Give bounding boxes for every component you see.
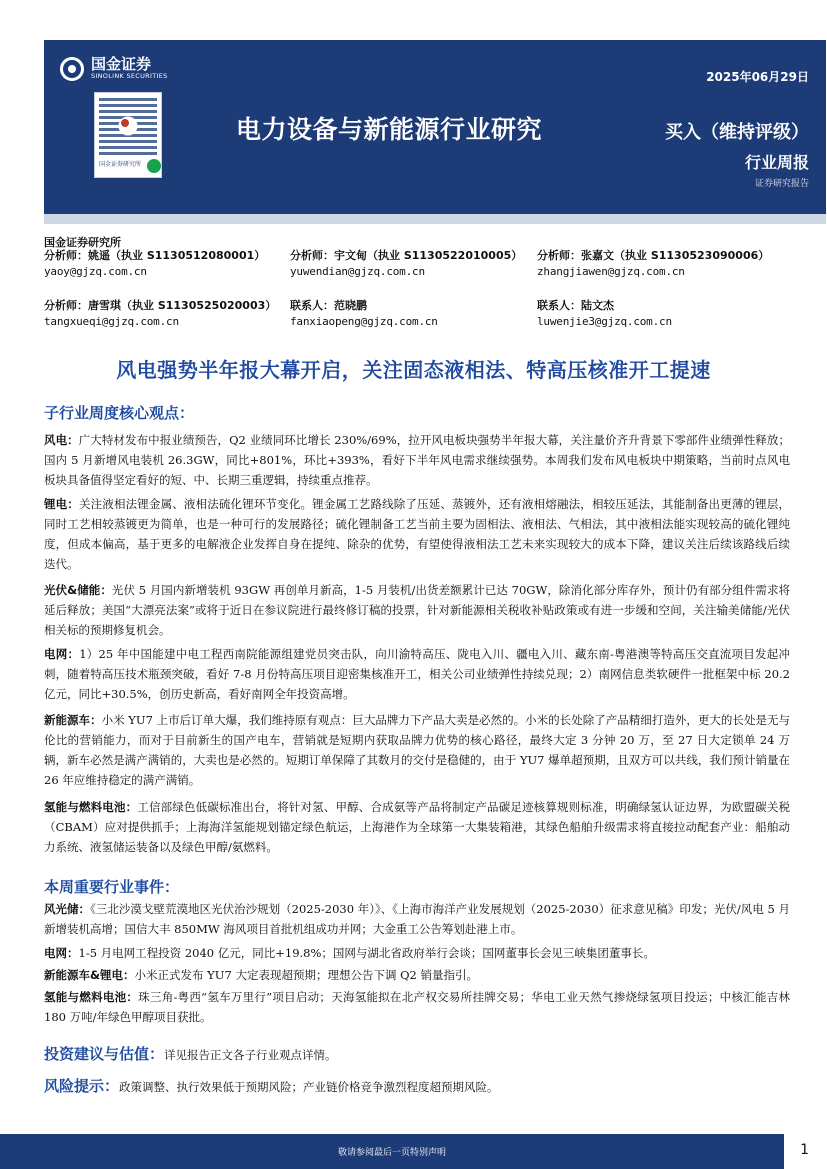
event-label: 电网： <box>44 946 79 960</box>
analyst-email[interactable]: yuwendian@gjzq.com.cn <box>290 265 425 278</box>
paragraph-label: 氢能与燃料电池： <box>44 800 138 814</box>
paragraph-hydrogen <box>44 797 790 857</box>
report-type: 行业周报 <box>744 153 809 172</box>
paragraph-label: 电网： <box>44 647 80 661</box>
paragraph-wind <box>44 430 790 490</box>
section-heading-risk: 风险提示： <box>44 1077 120 1095</box>
logo-cn: 国金证券 <box>91 55 152 73</box>
analyst-name: 分析师：姚遥（执业 S1130512080001） <box>44 249 266 262</box>
event-text: 小米正式发布 YU7 大定表现超预期；理想公告下调 Q2 销量指引。 <box>134 968 478 982</box>
footer-disclaimer: 敬请参阅最后一页特别声明 <box>337 1148 446 1158</box>
risk-text: 政策调整、执行效果低于预期风险；产业链价格竞争激烈程度超预期风险。 <box>119 1080 499 1094</box>
analyst-email[interactable]: yaoy@gjzq.com.cn <box>44 265 147 278</box>
section-heading-core-views: 子行业周度核心观点： <box>44 404 195 422</box>
logo-icon <box>60 57 84 81</box>
paragraph-pv-storage <box>44 580 790 640</box>
report-title: 电力设备与新能源行业研究 <box>236 115 543 144</box>
analyst-email[interactable]: zhangjiawen@gjzq.com.cn <box>537 265 685 278</box>
analyst-card <box>290 248 522 280</box>
contact-name: 联系人：范晓鹏 <box>290 299 367 312</box>
paragraph-lithium <box>44 494 790 574</box>
page-number: 1 <box>800 1142 809 1158</box>
paragraph-text: 广大特材发布中报业绩预告，Q2 业绩同环比增长 230%/69%，拉开风电板块强势半年报大幕，关注量价齐升背景下零部件业绩弹性释放；国内 5 月新增风电装机 26.3GW，同比+801%，环比+393%，看好下半年风电需求继续强势。本周我们发布风电板块中期策略，当前时点风电板块具备值得坚定看好的短、中、长期三重逻辑，持续重点推荐。 <box>44 433 790 487</box>
qr-caption: 国金证券研究所 <box>99 161 142 168</box>
section-risk <box>44 1075 499 1096</box>
report-subtype: 证券研究报告 <box>754 179 809 189</box>
paragraph-text: 工信部绿色低碳标准出台，将针对氢、甲醇、合成氨等产品将制定产品碳足迹核算规则标准，明确绿氢认证边界，为欧盟碳关税（CBAM）应对提供抓手；上海海洋氢能规划锚定绿色航运，上海港作为全球第一大集装箱港，其绿色船舶升级需求将直接拉动配套产业：船舶动力系统、液氢储运装备以及绿色甲醇/氨燃料。 <box>44 800 791 854</box>
analyst-card <box>44 248 265 280</box>
event-label: 风光储： <box>44 902 91 916</box>
section-investment <box>44 1043 337 1064</box>
event-label: 新能源车&锂电： <box>44 968 135 982</box>
paragraph-label: 风电： <box>44 433 79 447</box>
logo-en: SINOLINK SECURITIES <box>91 72 168 80</box>
main-title: 风电强势半年报大幕开启，关注固态液相法、特高压核准开工提速 <box>116 358 711 382</box>
paragraph-grid <box>44 644 790 704</box>
event-wind-solar-storage <box>44 899 790 939</box>
paragraph-nev <box>44 710 790 790</box>
section-heading-events: 本周重要行业事件： <box>44 878 180 896</box>
report-date: 2025年06月29日 <box>706 70 809 84</box>
company-logo <box>60 56 168 81</box>
section-heading-investment: 投资建议与估值： <box>44 1045 165 1063</box>
contact-email[interactable]: luwenjie3@gjzq.com.cn <box>537 315 672 328</box>
qr-code <box>94 92 162 178</box>
paragraph-text: 光伏 5 月国内新增装机 93GW 再创单月新高，1-5 月装机/出货差额累计已达 70GW，除消化部分库存外，预计仍有部分组件需求将延后释放；美国“大漂亮法案”或将于近日在参议院进行最终修订稿的投票，针对新能源相关税收补贴政策或有进一步缓和空间，关注输美储能/光伏相关标的预期修复机会。 <box>44 583 791 637</box>
analyst-name: 分析师：张嘉文（执业 S1130523090006） <box>537 249 770 262</box>
paragraph-text: 关注液相法锂金属、液相法硫化锂环节变化。锂金属工艺路线除了压延、蒸镀外，还有液相熔融法，相较压延法，其能制备出更薄的锂层，同时工艺相较蒸镀更为简单，也是一种可行的发展路径；硫化锂制备工艺当前主要为固相法、液相法、气相法，其中液相法能实现较高的硫化锂纯度，但成本偏高，基于更多的电解液企业发挥自身在提纯、除杂的优势，有望使得液相法工艺未来实现较大的成本下降，建议关注后续该路线后续迭代。 <box>44 497 791 571</box>
qr-pattern <box>99 97 157 155</box>
contact-name: 联系人：陆文杰 <box>537 299 614 312</box>
contact-email[interactable]: fanxiaopeng@gjzq.com.cn <box>290 315 438 328</box>
paragraph-label: 光伏&储能： <box>44 583 112 597</box>
wechat-icon <box>147 159 161 173</box>
qr-center-icon <box>121 119 129 127</box>
contact-card <box>290 298 438 330</box>
analyst-card <box>537 248 769 280</box>
event-grid <box>44 943 790 963</box>
paragraph-text: 1）25 年中国能建中电工程西南院能源组建党员突击队，向川渝特高压、陇电入川、疆电入川、藏东南-粤港澳等特高压交直流项目发起冲刺，随着特高压技术瓶颈突破，看好 7-8 月份特高压项目迎密集核准开工，相关公司业绩弹性持续兑现；2）南网信息类软硬件一批框架中标 20.2 亿元，同比+30.5%，创历史新高，看好南网全年投资高增。 <box>44 647 791 701</box>
paragraph-text: 小米 YU7 上市后订单大爆，我们维持原有观点：巨大品牌力下产品大卖是必然的。小米的长处除了产品精细打造外，更大的长处是无与伦比的营销能力，而对于目前新生的国产电车，营销就是短期内获取品牌力优势的核心路径，最终大定 3 分钟 20 万，至 27 日大定锁单 24 万辆，新车必然是满产满销的，大卖也是必然的。短期订单保障了其数月的交付是稳健的，由于 YU7 爆单超预期，且双方可以共线，我们预计销量在 26 年应维持稳定的满产满销。 <box>44 713 791 787</box>
event-text: 珠三角-粤西“氢车万里行”项目启动；天海氢能拟在北产权交易所挂牌交易；华电工业天然气掺烧绿氢项目投运；中核汇能吉林 180 万吨/年绿色甲醇项目获批。 <box>44 990 790 1024</box>
paragraph-label: 新能源车： <box>44 713 102 727</box>
analyst-card <box>44 298 276 330</box>
event-text: 《三北沙漠戈壁荒漠地区光伏治沙规划（2025-2030 年）》、《上海市海洋产业发展规划（2025-2030）征求意见稿》印发；光伏/风电 5 月新增装机高增；国信大丰 850MW 海风项目首批机组成功并网；大金重工公告筹划赴港上市。 <box>44 902 790 936</box>
analyst-name: 分析师：宇文甸（执业 S1130522010005） <box>290 249 523 262</box>
event-label: 氢能与燃料电池： <box>44 990 139 1004</box>
analyst-email[interactable]: tangxueqi@gjzq.com.cn <box>44 315 179 328</box>
header-stripe <box>44 214 826 224</box>
rating: 买入（维持评级） <box>665 122 809 143</box>
contact-card <box>537 298 672 330</box>
investment-text: 详见报告正文各子行业观点详情。 <box>164 1048 337 1062</box>
paragraph-label: 锂电： <box>44 497 79 511</box>
institute-name: 国金证券研究所 <box>44 236 121 249</box>
event-hydrogen <box>44 987 790 1027</box>
analyst-name: 分析师：唐雪琪（执业 S1130525020003） <box>44 299 277 312</box>
event-nev-lithium <box>44 965 790 985</box>
event-text: 1-5 月电网工程投资 2040 亿元，同比+19.8%；国网与湖北省政府举行会谈；国网董事长会见三峡集团董事长。 <box>78 946 655 960</box>
